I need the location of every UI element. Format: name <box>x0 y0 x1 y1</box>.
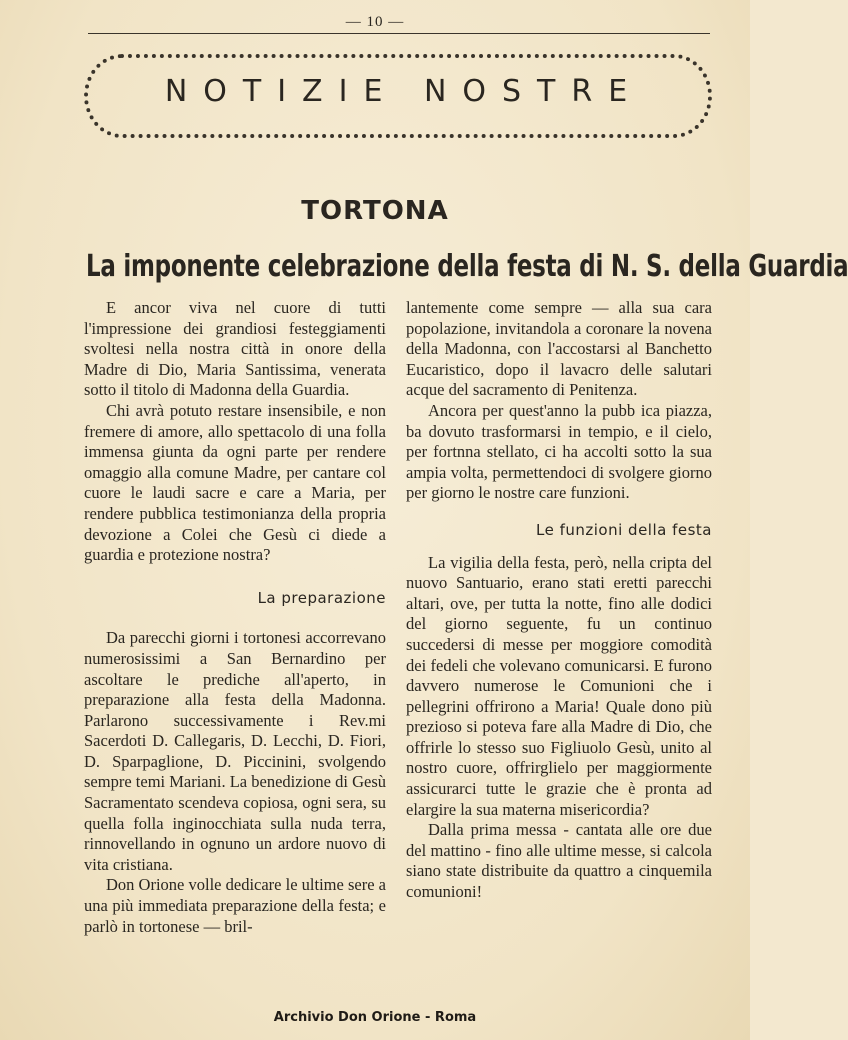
section-title: TORTONA <box>301 196 449 226</box>
subheading-preparazione: La preparazione <box>257 588 386 607</box>
paragraph: Ancora per quest'anno la pubb ica piazza, ba dovuto trasformarsi in tempio, e il cielo, per fortnna stellato, ci ha accolti sotto la sua ampia volta, permettendoci di svolgere giorno per giorno le nostre care funzioni. <box>406 400 712 503</box>
paragraph: Da parecchi giorni i tortonesi accorrevano numerosissimi a San Bernardino per ascoltare le prediche all'aperto, in preparazione alla festa della Madonna. Parlarono successivamente i Rev.mi Sacerdoti D. Callegaris, D. Lecchi, D. Fiori, D. Sparpaglione, D. Piccinini, svolgendo sempre temi Mariani. La benedizione di Gesù Sacramentato scendeva copiosa, ogni sera, su quella folla inginocchiata sulla nuda terra, rinnovellando in ognuno un ardore nuovo di vita cristiana. <box>84 628 386 874</box>
paragraph: La vigilia della festa, però, nella cripta del nuovo Santuario, erano stati eretti parecchi altari, ove, per tutta la notte, fino alle dodici del giorno seguente, fu un continuo succedersi di messe per moggiore comodità dei fedeli che volevano comunicarsi. E furono davvero numerose le Comunioni che i pellegrini offrirono a Maria! Quale dono più prezioso si poteva fare alla Madre di Dio, che offrirle lo stesso suo Figliuolo Gesù, unito al nostro cuore, offrirglielo per maggiormente assicurarci tutte le grazie che è pronta ad elargire la sua materna misericordia? <box>406 552 712 819</box>
paragraph: lantemente come sempre — alla sua cara popolazione, invitandola a coronare la novena della Madonna, con l'accostarsi al Banchetto Eucaristico, dopo il lavacro delle salutari acque del sacramento di Penitenza. <box>406 298 712 400</box>
archive-footer: Archivio Don Orione - Roma <box>273 1010 477 1025</box>
top-rule <box>88 33 710 34</box>
banner-title: NOTIZIE NOSTRE <box>164 74 644 109</box>
paragraph: E ancor viva nel cuore di tutti l'impressione dei grandiosi festeggiamenti svoltesi nella nostra città in onore della Madre di Dio, Maria Santissima, venerata sotto il titolo di Madonna della Guardia. <box>84 298 386 400</box>
page-number: — 10 — <box>345 14 405 30</box>
paragraph: Dalla prima messa - cantata alle ore due del mattino - fino alle ultime messe, si calcola siano state distribuite da quattro a cinquemila comunioni! <box>406 820 712 902</box>
article-headline: La imponente celebrazione della festa di N. S. della Guardia <box>86 248 848 284</box>
right-column <box>406 298 712 903</box>
left-column <box>84 298 386 937</box>
paragraph: Chi avrà potuto restare insensibile, e non fremere di amore, allo spettacolo di una folla immensa giunta da ogni parte per rendere omaggio alla comune Madre, per cantare col cuore le laudi sacre e care a Maria, per rendere pubblica testimonianza della propria devozione a Colei che Gesù ci diede a guardia e protezione nostra? <box>84 400 386 565</box>
paragraph: Don Orione volle dedicare le ultime sere a una più immediata preparazione della festa; e parlò in tortonese — bril- <box>84 875 386 936</box>
subheading-funzioni: Le funzioni della festa <box>536 520 712 539</box>
